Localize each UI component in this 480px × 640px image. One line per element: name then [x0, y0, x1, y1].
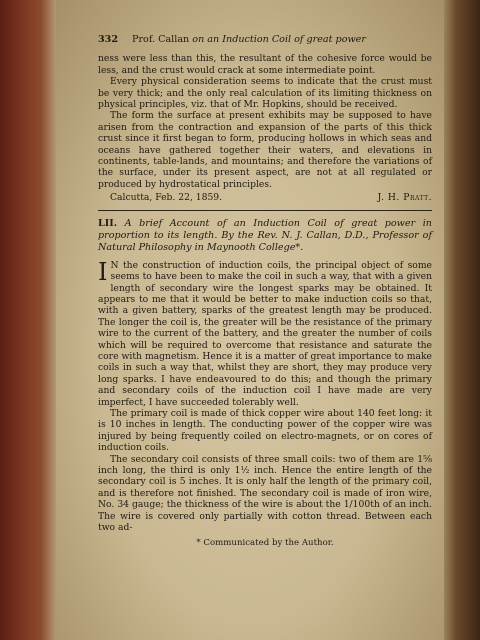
page-text [98, 34, 432, 550]
author-signature: J. H. Pratt. [377, 192, 432, 204]
paragraph: The form the surface at present exhibits may be supposed to have arisen from the contraction and expansion of the parts of this thick crust since it first began to form, producing hollows in which seas and oceans have gathered together their waters, and elevations in continents, table-lands, and mountains; and therefore the variations of the surface, under its present aspect, are not at all regulated or produced by hydrostatical principles. [98, 110, 432, 190]
book-page [56, 0, 444, 640]
running-header [98, 34, 432, 45]
article-number: LII. [98, 217, 118, 229]
article-paragraph-first: I N the construction of induction coils, the principal object of some seems to have been to make the coil in such a way, that with a given length of secondary wire the longest sparks may be obtained. It appears to me that it would be better to make induction coils so that, with a given battery, sparks of the greatest length may be produced. The longer the coil is, the greater will be the resistance of the primary wire to the current of the battery, and the greater the number of coils which will be required to overcome that resistance and saturate the core with magnetism. Hence it is a matter of great importance to make coils in such a way that, whilst they are short, they may produce very long sparks. I have endeavoured to do this; and though the primary and secondary coils of the induction coil I have made are very imperfect, I have succeeded tolerably well. [98, 257, 432, 408]
place-date: Calcutta, Feb. 22, 1859. [110, 192, 223, 204]
page-number: 332 [98, 34, 119, 45]
drop-cap: I [98, 257, 108, 286]
article-title: A brief Account of an Induction Coil of great power in proportion to its length. By the Rev. N. J. Callan, D.D., Professor of Natural Philosophy in Maynooth College*. [98, 217, 432, 253]
paragraph: ness were less than this, the resultant of the cohesive force would be less, and the crust would crack at some intermediate point. [98, 53, 432, 76]
paragraph: Every physical consideration seems to indicate that the crust must be very thick; and the only real calculation of its limiting thickness on physical principles, viz. that of Mr. Hopkins, should be received. [98, 76, 432, 111]
paragraph: The secondary coil consists of three small coils: two of them are 1⅝ inch long, the third is only 1½ inch. Hence the entire length of the secondary coil is 5 inches. It is only half the length of the primary coil, and is therefore not finished. The secondary coil is made of iron wire, No. 34 gauge; the thickness of the wire is about the 1/100th of an inch. The wire is covered only partially with cotton thread. Between each two ad- [98, 453, 432, 534]
paragraph: The primary coil is made of thick copper wire about 140 feet long: it is 10 inches in length. The conducting power of the copper wire was injured by being frequently coiled on electro-magnets, or on cores of induction coils. [98, 407, 432, 454]
book-binding-right [440, 0, 480, 640]
signature-row [98, 192, 432, 203]
book-binding-left [0, 0, 58, 640]
section-divider [98, 210, 432, 211]
footnote: * Communicated by the Author. [196, 538, 334, 549]
running-title: Prof. Callan on an Induction Coil of great power [132, 34, 366, 45]
article-heading [98, 218, 432, 254]
